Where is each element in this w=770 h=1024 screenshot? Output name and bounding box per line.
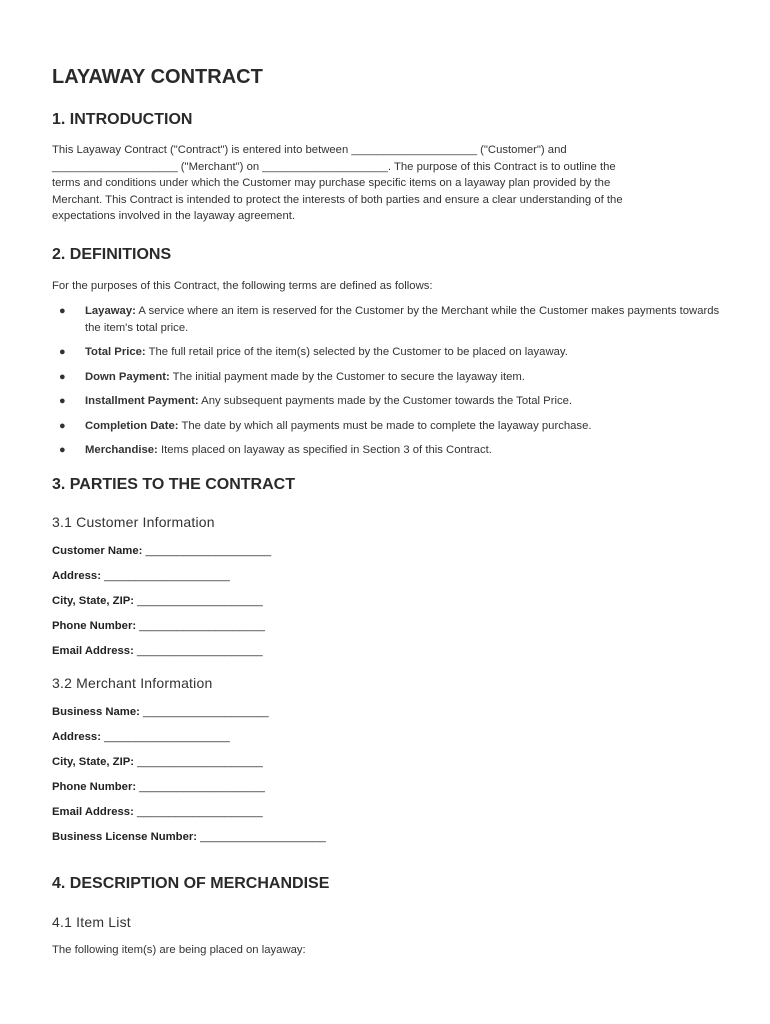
field-label: Business License Number: [52, 830, 198, 843]
bullet-icon: ● [59, 346, 66, 358]
subheading-item-list: 4.1 Item List [52, 913, 131, 930]
customer-name-field[interactable] [52, 543, 720, 568]
field-blank: ____________________ [136, 780, 265, 793]
merchant-business-name-field[interactable] [52, 704, 720, 729]
field-label: Email Address: [52, 805, 134, 818]
section-heading-introduction: 1. INTRODUCTION [52, 111, 193, 128]
definition-item [52, 303, 720, 336]
customer-address-field[interactable] [52, 568, 720, 593]
document-title: LAYAWAY CONTRACT [52, 66, 263, 88]
definition-term: Layaway: [85, 305, 136, 317]
definition-item [52, 393, 720, 410]
merchant-fields [52, 704, 720, 854]
merchant-license-number-field[interactable] [52, 829, 720, 854]
definition-text: Items placed on layaway as specified in Section 3 of this Contract. [157, 444, 492, 456]
introduction-line: terms and conditions under which the Customer may purchase specific items on a layaway plan provided by the [52, 177, 611, 189]
document-page [52, 66, 720, 958]
bullet-icon: ● [59, 419, 66, 432]
field-label: Address: [52, 730, 101, 743]
definition-text: The initial payment made by the Customer to secure the layaway item. [169, 370, 525, 383]
merchant-city-state-zip-field[interactable] [52, 754, 720, 779]
customer-email-field[interactable] [52, 643, 720, 668]
field-label: Email Address: [52, 644, 134, 657]
introduction-line: expectations involved in the layaway agreement. [52, 210, 296, 222]
customer-city-state-zip-field[interactable] [52, 593, 720, 618]
bullet-icon: ● [59, 444, 66, 456]
introduction-line: ____________________ ("Merchant") on ____________________. The purpose of this Contract is to outline the [52, 160, 616, 173]
field-blank: ____________________ [139, 705, 269, 718]
merchant-email-field[interactable] [52, 804, 720, 829]
field-label: Phone Number: [52, 619, 137, 632]
field-blank: ____________________ [134, 594, 263, 607]
field-blank: ____________________ [197, 830, 326, 843]
field-blank: ____________________ [136, 619, 265, 632]
definition-item [52, 442, 720, 459]
definition-item [52, 344, 720, 361]
definition-text: The date by which all payments must be made to complete the layaway purchase. [178, 419, 592, 432]
field-label: Phone Number: [52, 780, 137, 793]
definition-item [52, 369, 720, 386]
field-blank: ____________________ [134, 755, 263, 768]
definition-item [52, 418, 720, 435]
definition-text: Any subsequent payments made by the Customer towards the Total Price. [198, 395, 573, 407]
field-label: City, State, ZIP: [52, 594, 135, 607]
section-heading-definitions: 2. DEFINITIONS [52, 245, 172, 263]
subheading-customer-information: 3.1 Customer Information [52, 513, 215, 530]
bullet-icon: ● [59, 305, 66, 317]
field-label: Address: [52, 569, 101, 582]
definition-term: Merchandise: [85, 444, 158, 456]
bullet-icon: ● [59, 370, 66, 383]
merchant-phone-field[interactable] [52, 779, 720, 804]
introduction-line: This Layaway Contract ("Contract") is entered into between ____________________ ("Customer") and [52, 144, 567, 156]
field-label: Business Name: [52, 705, 140, 718]
field-label: Customer Name: [52, 544, 143, 557]
introduction-paragraph [52, 142, 720, 225]
section-heading-parties: 3. PARTIES TO THE CONTRACT [52, 475, 295, 493]
definition-text: A service where an item is reserved for the Customer by the Merchant while the Customer makes payments towards the item's total price. [85, 305, 720, 334]
definitions-intro: For the purposes of this Contract, the following terms are defined as follows: [52, 279, 433, 292]
section-heading-merchandise: 4. DESCRIPTION OF MERCHANDISE [52, 874, 330, 892]
definition-term: Total Price: [85, 346, 146, 358]
field-blank: ____________________ [133, 805, 263, 818]
bullet-icon: ● [59, 395, 66, 407]
definition-term: Installment Payment: [85, 395, 199, 407]
definitions-list [52, 303, 720, 459]
merchant-address-field[interactable] [52, 729, 720, 754]
field-blank: ____________________ [100, 730, 230, 743]
field-label: City, State, ZIP: [52, 755, 135, 768]
definition-text: The full retail price of the item(s) selected by the Customer to be placed on layaway. [145, 346, 568, 358]
item-list-intro: The following item(s) are being placed on layaway: [52, 943, 306, 956]
customer-fields [52, 543, 720, 668]
subheading-merchant-information: 3.2 Merchant Information [52, 674, 213, 691]
definition-term: Completion Date: [85, 419, 179, 432]
field-blank: ____________________ [133, 644, 263, 657]
field-blank: ____________________ [142, 544, 272, 557]
definition-term: Down Payment: [85, 370, 170, 383]
customer-phone-field[interactable] [52, 618, 720, 643]
introduction-line: Merchant. This Contract is intended to protect the interests of both parties and ensure a clear understanding of the [52, 193, 623, 206]
field-blank: ____________________ [100, 569, 230, 582]
